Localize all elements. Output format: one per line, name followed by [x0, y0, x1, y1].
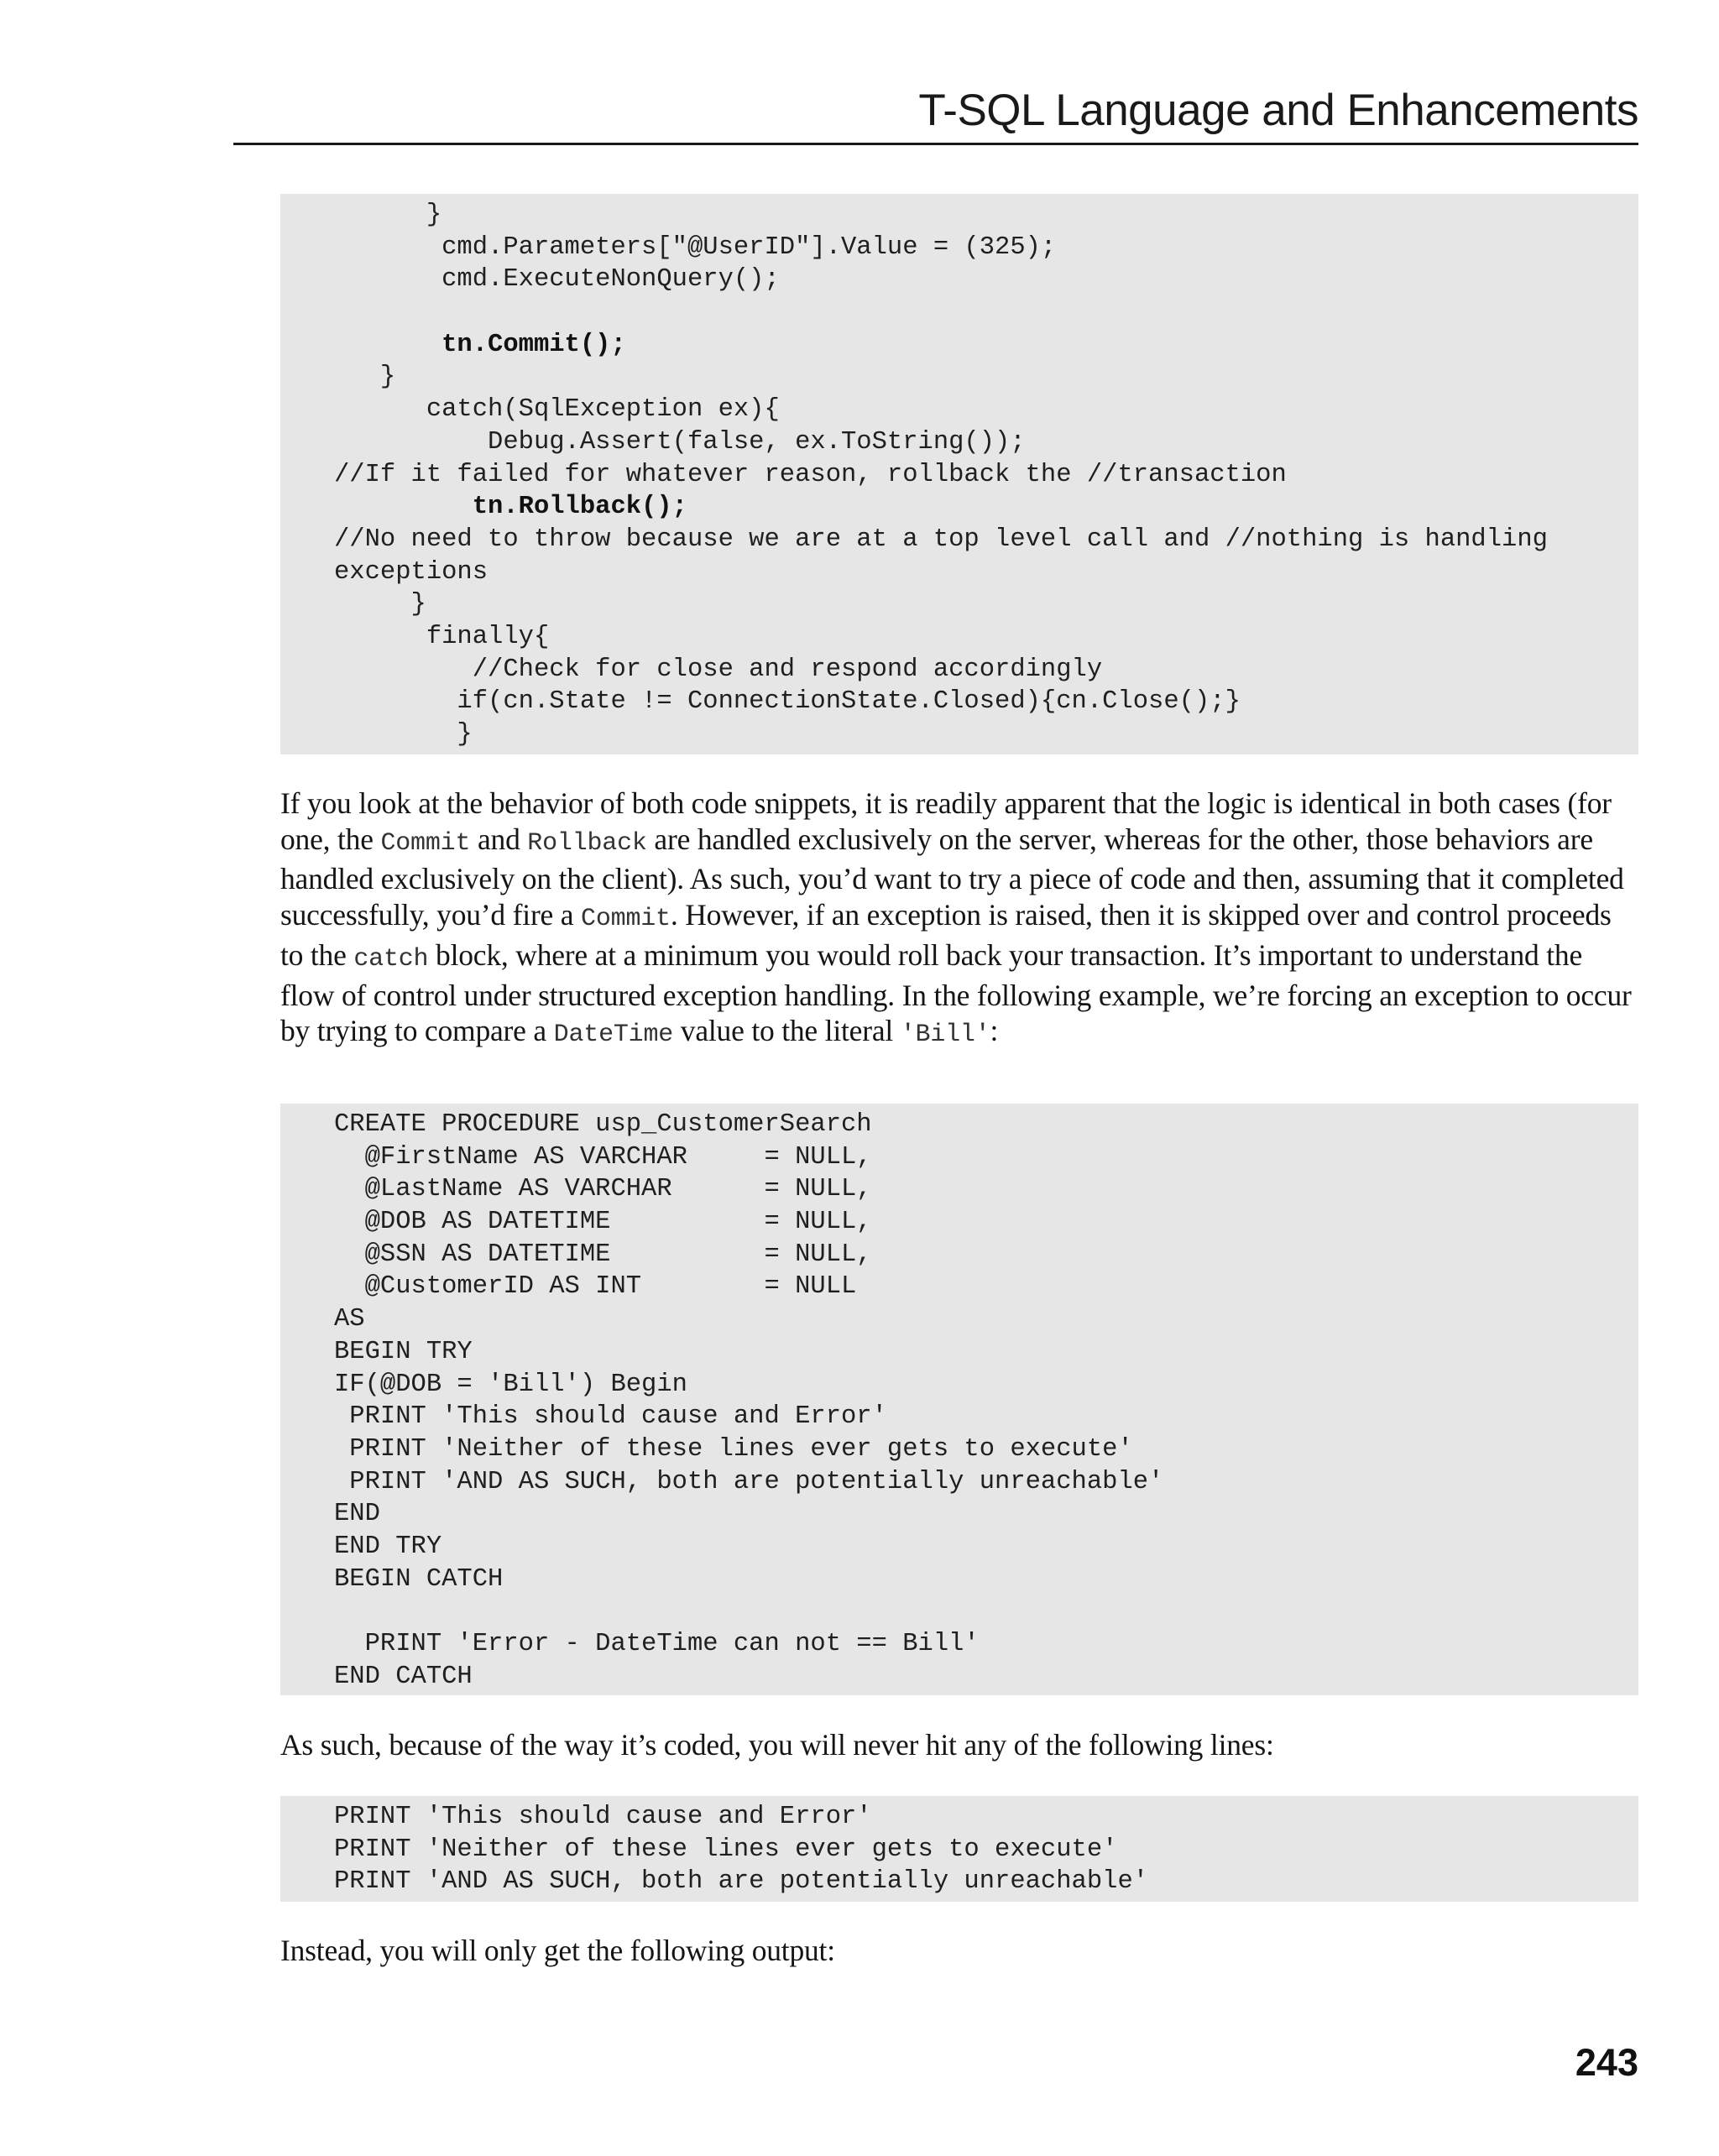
body-paragraph: As such, because of the way it’s coded, you will never hit any of the following lines: — [280, 1728, 1274, 1762]
code-line: @FirstName AS VARCHAR = NULL, — [334, 1142, 872, 1172]
code-line: PRINT 'AND AS SUCH, both are potentially unreachable' — [334, 1867, 1149, 1897]
code-line: Debug.Assert(false, ex.ToString()); — [334, 427, 1026, 457]
text-run: If you look at the behavior of both code snippets, it is readily apparent that the logic is identical in both cases (for one, the — [280, 786, 1612, 856]
code-line: AS — [334, 1305, 365, 1334]
code-line: PRINT 'Neither of these lines ever gets to execute' — [334, 1434, 1133, 1464]
inline-code-catch: catch — [353, 944, 429, 974]
code-line: //No need to throw because we are at a top level call and //nothing is handling — [334, 525, 1548, 554]
code-line: //Check for close and respond accordingly — [334, 655, 1103, 684]
code-line: if(cn.State != ConnectionState.Closed){cn.Close();} — [334, 687, 1241, 717]
code-line: } — [334, 201, 442, 229]
code-line: PRINT 'This should cause and Error' — [334, 1402, 887, 1432]
code-line: @LastName AS VARCHAR = NULL, — [334, 1175, 872, 1204]
text-run: block, where at a minimum you would roll back your transaction. It’s important to understand the flow of control under structured exception handling. In the following example, we’re forcing an exception to occur by trying to compare a — [280, 937, 1632, 1048]
inline-code-bill-literal: 'Bill' — [900, 1021, 990, 1050]
code-block-tsql-procedure — [280, 1104, 1638, 1695]
body-paragraph — [280, 786, 1638, 1053]
code-block-print-lines — [280, 1796, 1638, 1902]
code-line: BEGIN CATCH — [334, 1564, 504, 1594]
code-line: IF(@DOB = 'Bill') Begin — [334, 1370, 687, 1399]
code-line: finally{ — [334, 622, 550, 651]
code-line: END — [334, 1500, 380, 1529]
code-line: } — [334, 720, 473, 749]
code-line: tn.Commit(); — [334, 330, 626, 359]
inline-code-commit: Commit — [380, 828, 471, 858]
code-line: @CustomerID AS INT = NULL — [334, 1272, 857, 1302]
code-line: } — [334, 363, 396, 392]
code-block-csharp — [280, 194, 1638, 754]
code-line: catch(SqlException ex){ — [334, 395, 780, 425]
code-line: BEGIN TRY — [334, 1337, 473, 1366]
inline-code-rollback: Rollback — [527, 828, 647, 858]
text-run: are handled exclusively on the server, whereas for the other, those behaviors are handled exclusively on the client). As such, you’d want to try a piece of code and then, assuming that it completed successfully, you’d fire a — [280, 822, 1624, 932]
code-line: PRINT 'This should cause and Error' — [334, 1803, 872, 1831]
inline-code-commit: Commit — [581, 905, 671, 934]
chapter-title: T-SQL Language and Enhancements — [918, 86, 1638, 135]
code-line — [334, 1595, 1638, 1628]
text-run: value to the literal — [673, 1014, 901, 1048]
code-line: exceptions — [334, 557, 489, 587]
code-line: } — [334, 590, 426, 619]
code-line — [334, 296, 1638, 329]
code-line: //If it failed for whatever reason, rollback the //transaction — [334, 460, 1287, 489]
code-line: END CATCH — [334, 1662, 473, 1691]
body-paragraph: Instead, you will only get the following output: — [280, 1934, 835, 1967]
text-run: and — [470, 822, 528, 856]
text-run: : — [990, 1014, 999, 1048]
code-line: PRINT 'Error - DateTime can not == Bill' — [334, 1630, 980, 1658]
code-line: @SSN AS DATETIME = NULL, — [334, 1240, 872, 1269]
code-line: CREATE PROCEDURE usp_CustomerSearch — [334, 1110, 872, 1139]
code-line: cmd.ExecuteNonQuery(); — [334, 265, 780, 295]
code-line: @DOB AS DATETIME = NULL, — [334, 1208, 872, 1237]
text-run: . However, if an exception is raised, then it is skipped over and control proceeds to the — [280, 898, 1612, 972]
code-line: cmd.Parameters["@UserID"].Value = (325); — [334, 232, 1057, 262]
page-number: 243 — [1575, 2041, 1638, 2084]
running-header — [233, 81, 1638, 145]
code-line: PRINT 'Neither of these lines ever gets to execute' — [334, 1835, 1118, 1864]
code-line: tn.Rollback(); — [334, 493, 687, 522]
inline-code-datetime: DateTime — [553, 1021, 674, 1050]
code-line: PRINT 'AND AS SUCH, both are potentially unreachable' — [334, 1467, 1164, 1496]
code-line: END TRY — [334, 1532, 442, 1561]
